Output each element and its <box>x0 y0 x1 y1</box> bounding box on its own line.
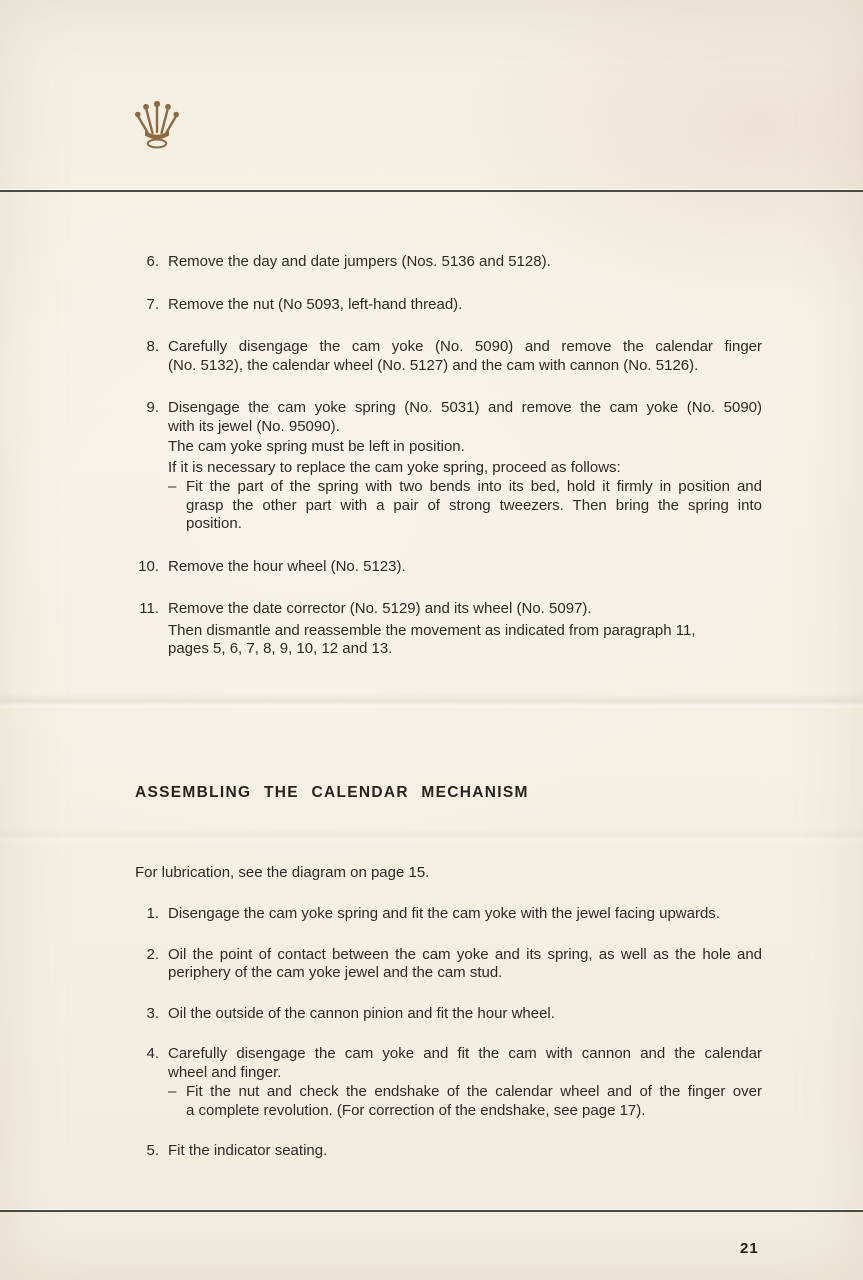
step-text <box>168 1142 762 1161</box>
text-line: Oil the point of contact between the cam yoke and its spring, as well as the hole and <box>168 945 762 963</box>
list-item <box>128 1005 762 1024</box>
sub-step-text <box>186 478 762 534</box>
text-line: pages 5, 6, 7, 8, 9, 10, 12 and 13. <box>168 640 393 657</box>
text-line: with its jewel (No. 95090). <box>168 417 340 435</box>
step-text <box>168 338 762 375</box>
list-item <box>128 253 762 272</box>
list-item <box>128 558 762 577</box>
section-heading: ASSEMBLING THE CALENDAR MECHANISM <box>135 784 529 801</box>
step-number: 6. <box>146 253 159 270</box>
step-number: 8. <box>146 338 159 355</box>
text-line: Disengage the cam yoke spring (No. 5031) and remove the cam yoke (No. 5090) <box>168 399 762 416</box>
step-text <box>168 946 762 983</box>
list-item <box>128 296 762 315</box>
text-line: Carefully disengage the cam yoke (No. 5090) and remove the calendar finger <box>168 338 762 355</box>
step-text <box>168 296 762 315</box>
top-divider-rule <box>0 190 863 192</box>
text-line: Fit the indicator seating. <box>168 1142 328 1159</box>
text-line: grasp the other part with a pair of strong tweezers. Then bring the spring into <box>186 496 762 514</box>
list-item <box>128 1142 762 1161</box>
list-item <box>128 946 762 983</box>
bottom-divider-rule <box>0 1210 863 1212</box>
step-number: 1. <box>146 905 159 922</box>
sub-step <box>168 478 762 534</box>
step-text <box>168 905 762 924</box>
list-item <box>128 338 762 375</box>
step-number: 7. <box>146 295 159 313</box>
step-number: 10. <box>138 557 159 575</box>
text-line: Remove the date corrector (No. 5129) and its wheel (No. 5097). <box>168 600 592 617</box>
step-text <box>168 253 762 272</box>
step-text <box>168 399 762 534</box>
step-number: 3. <box>146 1004 159 1022</box>
step-number: 2. <box>146 945 159 963</box>
step-number: 11. <box>139 600 159 617</box>
step-text <box>168 1045 762 1120</box>
text-line: position. <box>186 515 242 532</box>
text-line: Remove the nut (No 5093, left-hand thread). <box>168 295 463 313</box>
text-line: Fit the nut and check the endshake of the calendar wheel and of the finger over <box>186 1083 762 1100</box>
lubrication-note: For lubrication, see the diagram on page 15. <box>135 864 430 881</box>
text-line: Remove the hour wheel (No. 5123). <box>168 557 406 575</box>
text-line: Carefully disengage the cam yoke and fit the cam with cannon and the calendar <box>168 1045 762 1062</box>
list-item <box>128 600 762 659</box>
step-text <box>168 558 762 577</box>
text-line: wheel and finger. <box>168 1063 282 1081</box>
text-line: (No. 5132), the calendar wheel (No. 5127) and the cam with cannon (No. 5126). <box>168 356 699 374</box>
assembly-steps-list <box>128 905 762 1183</box>
text-line: Oil the outside of the cannon pinion and fit the hour wheel. <box>168 1004 555 1022</box>
sub-step-text <box>186 1083 762 1120</box>
dash-bullet: – <box>168 478 177 495</box>
step-number: 5. <box>146 1142 159 1159</box>
text-line: Remove the day and date jumpers (Nos. 5136 and 5128). <box>168 253 551 270</box>
paper-crease <box>0 828 863 844</box>
text-line: periphery of the cam yoke jewel and the cam stud. <box>168 964 503 981</box>
dash-bullet: – <box>168 1083 177 1100</box>
step-text <box>168 600 762 659</box>
removal-steps-list <box>128 253 762 683</box>
text-line: Disengage the cam yoke spring and fit the cam yoke with the jewel facing upwards. <box>168 905 720 922</box>
text-line: The cam yoke spring must be left in position. <box>168 438 465 455</box>
step-number: 4. <box>146 1045 159 1062</box>
page-number: 21 <box>740 1240 759 1257</box>
text-line: a complete revolution. (For correction of the endshake, see page 17). <box>186 1101 646 1119</box>
paper-crease <box>0 694 863 710</box>
text-line: If it is necessary to replace the cam yoke spring, proceed as follows: <box>168 458 621 476</box>
step-text <box>168 1005 762 1024</box>
list-item <box>128 1045 762 1120</box>
sub-step <box>168 1083 762 1120</box>
step-number: 9. <box>146 399 159 416</box>
list-item <box>128 905 762 924</box>
text-line: Then dismantle and reassemble the movement as indicated from paragraph 11, <box>168 621 696 639</box>
rolex-crown-icon <box>133 97 181 156</box>
text-line: Fit the part of the spring with two bends into its bed, hold it firmly in position and <box>186 478 762 495</box>
list-item <box>128 399 762 534</box>
